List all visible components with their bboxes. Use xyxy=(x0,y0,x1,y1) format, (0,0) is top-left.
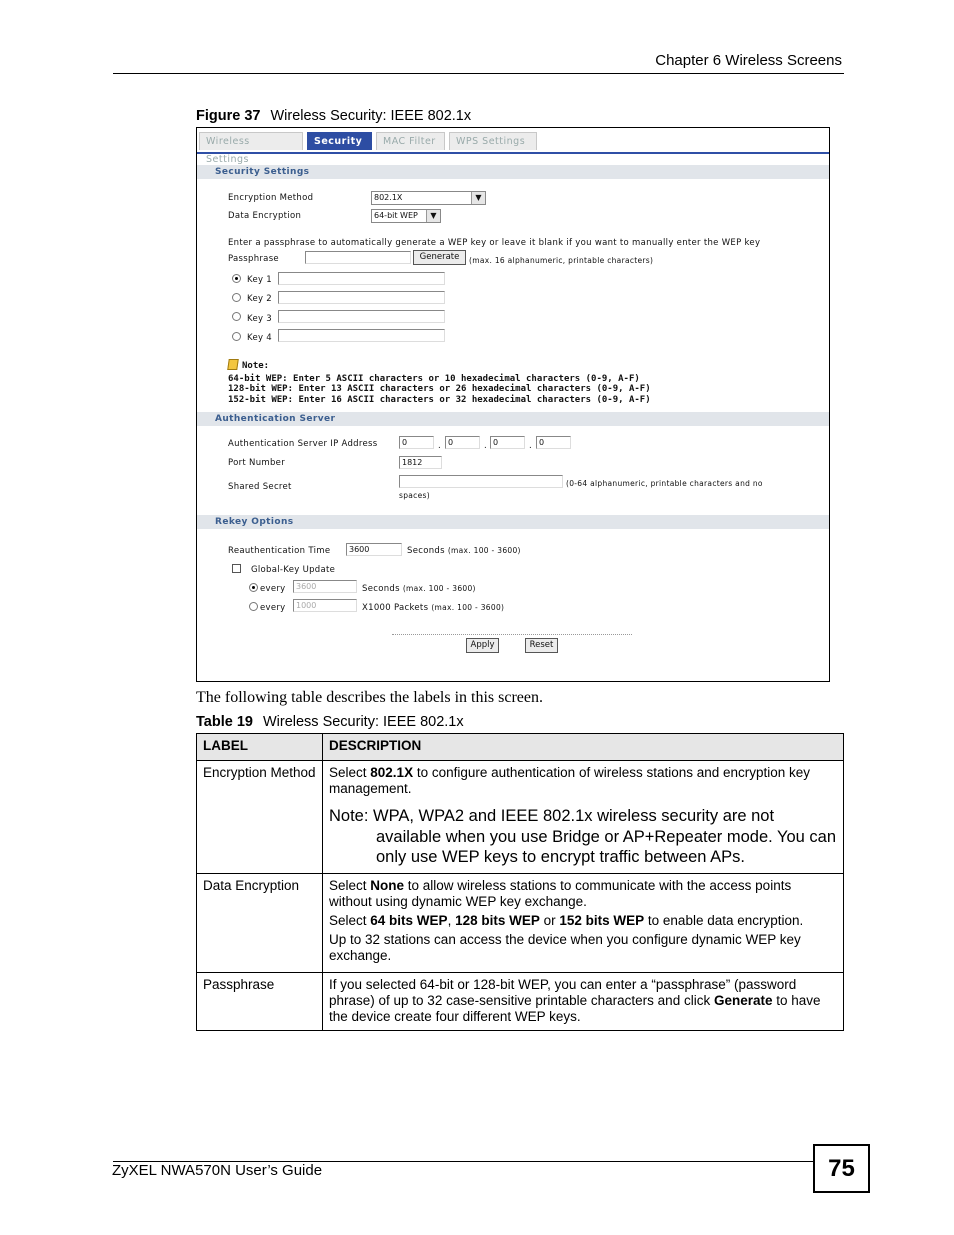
every-seconds-range: (max. 100 - 3600) xyxy=(402,584,476,593)
ip-octet-4[interactable]: 0 xyxy=(536,436,571,449)
row-desc-encryption-method: Select 802.1X to configure authentication of wireless stations and encryption key management. Note: WPA, WPA2 and IEEE 802.1x wireless security are not available when you use Bridge or AP+Repeater mode. You can only use WEP keys to encrypt traffic between APs. xyxy=(323,761,844,874)
key-3-radio[interactable] xyxy=(232,312,241,321)
chapter-header: Chapter 6 Wireless Screens xyxy=(655,52,842,69)
reauth-unit-text: Seconds xyxy=(407,546,445,556)
key-2-label: Key 2 xyxy=(247,294,273,304)
ip-octet-1[interactable]: 0 xyxy=(399,436,434,449)
table-row xyxy=(197,761,844,874)
shared-secret-label: Shared Secret xyxy=(228,482,292,492)
row-desc-passphrase: If you selected 64-bit or 128-bit WEP, you can enter a “passphrase” (password phrase) of up to 32 case-sensitive printable characters and click Generate to have the device create four different WEP keys. xyxy=(323,972,844,1030)
header-rule xyxy=(113,73,844,74)
security-settings-heading: Security Settings xyxy=(197,165,829,179)
row-label-data-encryption: Data Encryption xyxy=(197,873,323,972)
passphrase-input[interactable] xyxy=(305,251,411,264)
divider xyxy=(392,634,632,635)
auth-server-ip-label: Authentication Server IP Address xyxy=(228,439,378,449)
header-description: DESCRIPTION xyxy=(323,734,844,761)
encryption-method-label: Encryption Method xyxy=(228,193,314,203)
encryption-method-select[interactable] xyxy=(371,191,486,205)
key-1-label: Key 1 xyxy=(247,275,273,285)
every-seconds-input[interactable]: 3600 xyxy=(293,580,357,593)
every-packets-label: every xyxy=(260,603,286,613)
note-title: Note: xyxy=(242,361,270,371)
reauth-unit xyxy=(407,546,521,556)
shared-secret-input[interactable] xyxy=(399,475,563,488)
description-table xyxy=(196,733,844,1031)
passphrase-note: (max. 16 alphanumeric, printable characters) xyxy=(469,256,654,265)
chevron-down-icon: ▼ xyxy=(426,210,440,222)
every-packets-input[interactable]: 1000 xyxy=(293,599,357,612)
every-packets-unit-text: X1000 Packets xyxy=(362,603,429,613)
figure-title: Wireless Security: IEEE 802.1x xyxy=(270,108,472,124)
footer-guide-title: ZyXEL NWA570N User’s Guide xyxy=(112,1162,323,1179)
reset-button[interactable]: Reset xyxy=(525,638,558,653)
intro-paragraph: The following table describes the labels in this screen. xyxy=(196,689,544,706)
shared-secret-note-cont: spaces) xyxy=(399,491,430,500)
global-key-update-label: Global-Key Update xyxy=(251,565,336,575)
every-packets-radio[interactable] xyxy=(249,602,258,611)
row-label-passphrase: Passphrase xyxy=(197,972,323,1030)
key-3-label: Key 3 xyxy=(247,314,273,324)
row-desc-data-encryption: Select None to allow wireless stations to communicate with the access points without using dynamic WEP key exchange. Select 64 bits WEP, 128 bits WEP or 152 bits WEP to enable data encryption. Up to 32 stations can access the device when you configure dynamic WEP key exchange. xyxy=(323,873,844,972)
passphrase-hint: Enter a passphrase to automatically generate a WEP key or leave it blank if you want to manually enter the WEP key xyxy=(228,238,761,248)
every-seconds-unit xyxy=(362,584,476,594)
shared-secret-note: (0-64 alphanumeric, printable characters and no xyxy=(566,479,763,488)
rekey-options-heading: Rekey Options xyxy=(197,515,829,529)
reauth-time-label: Reauthentication Time xyxy=(228,546,331,556)
ip-octet-3[interactable]: 0 xyxy=(490,436,525,449)
key-4-radio[interactable] xyxy=(232,332,241,341)
apply-button[interactable]: Apply xyxy=(466,638,499,653)
global-key-update-checkbox[interactable] xyxy=(232,564,241,573)
generate-button[interactable]: Generate xyxy=(413,250,466,265)
every-seconds-label: every xyxy=(260,584,286,594)
note-128bit: 128-bit WEP: Enter 13 ASCII characters or 26 hexadecimal characters (0-9, A-F) xyxy=(228,384,651,394)
every-seconds-unit-text: Seconds xyxy=(362,584,400,594)
key-2-input[interactable] xyxy=(278,291,445,304)
figure-label: Figure 37 xyxy=(196,108,261,124)
row-label-encryption-method: Encryption Method xyxy=(197,761,323,874)
note-icon xyxy=(227,359,239,370)
data-encryption-value: 64-bit WEP xyxy=(374,211,418,220)
encryption-method-value: 802.1X xyxy=(374,193,403,202)
note-152bit: 152-bit WEP: Enter 16 ASCII characters or 32 hexadecimal characters (0-9, A-F) xyxy=(228,395,651,405)
key-2-radio[interactable] xyxy=(232,293,241,302)
port-number-input[interactable]: 1812 xyxy=(399,456,442,469)
data-encryption-select[interactable] xyxy=(371,209,441,223)
ip-octet-2[interactable]: 0 xyxy=(445,436,480,449)
table-header-row xyxy=(197,734,844,761)
tab-mac-filter[interactable]: MAC Filter xyxy=(376,132,445,150)
encryption-note: Note: WPA, WPA2 and IEEE 802.1x wireless security are not available when you use Bridge or AP+Repeater mode. You can only use WEP keys to encrypt traffic between APs. xyxy=(329,807,837,866)
auth-server-heading: Authentication Server xyxy=(197,412,829,426)
key-1-radio[interactable] xyxy=(232,274,241,283)
table-row xyxy=(197,873,844,972)
figure-caption xyxy=(196,108,471,124)
page-number: 75 xyxy=(813,1144,870,1193)
reauth-range: (max. 100 - 3600) xyxy=(447,546,521,555)
tab-wps-settings[interactable]: WPS Settings xyxy=(449,132,537,150)
reauth-time-input[interactable]: 3600 xyxy=(346,543,402,556)
key-3-input[interactable] xyxy=(278,310,445,323)
key-4-input[interactable] xyxy=(278,329,445,342)
header-label: LABEL xyxy=(197,734,323,761)
table-caption xyxy=(196,714,464,730)
table-label: Table 19 xyxy=(196,714,253,730)
wireless-security-screen: Wireless Settings Security MAC Filter WPS Settings Security Settings Encryption Method 802.1X ▼ Data Encryption 64-bit WEP ▼ Enter a passphrase to automatically generate a WEP key or leave it blank if you want to manually enter the WEP key Passphrase Generate (max. 16 alphanumeric, printable characters) Key 1 Key 2 Key 3 Key 4 Note: 64-bit WEP: Enter 5 ASCII characters or 10 hexadecimal characters (0-9, A-F) 128-bit WEP: Enter 13 ASCII characters or 26 hexadecimal characters (0-9, A-F) 152-bit WEP: Enter 16 ASCII characters or 32 hexadecimal characters (0-9, A-F) Authentication Server Authentication Server IP Address 0 . 0 . 0 . 0 Port Number 1812 Shared Secret (0-64 alphanumeric, printable characters and no spaces) Rekey Options Reauthentication Time 3600 Seconds (max. 100 - 3600) Global-Key Update every 3600 Seconds (max. 100 - 3600) every 1000 X1000 Packets (max. 100 - 3600) Apply Reset xyxy=(196,127,830,682)
port-number-label: Port Number xyxy=(228,458,285,468)
every-seconds-radio[interactable] xyxy=(249,583,258,592)
data-encryption-label: Data Encryption xyxy=(228,211,302,221)
every-packets-range: (max. 100 - 3600) xyxy=(431,603,505,612)
key-4-label: Key 4 xyxy=(247,333,273,343)
tab-security[interactable]: Security xyxy=(307,132,372,150)
passphrase-label: Passphrase xyxy=(228,254,279,264)
tab-bar xyxy=(197,128,829,165)
chevron-down-icon: ▼ xyxy=(471,192,485,204)
table-row xyxy=(197,972,844,1030)
tab-wireless-settings[interactable]: Wireless Settings xyxy=(199,132,303,150)
table-title: Wireless Security: IEEE 802.1x xyxy=(262,714,464,730)
note-64bit: 64-bit WEP: Enter 5 ASCII characters or 10 hexadecimal characters (0-9, A-F) xyxy=(228,374,640,384)
key-1-input[interactable] xyxy=(278,272,445,285)
every-packets-unit xyxy=(362,603,504,613)
